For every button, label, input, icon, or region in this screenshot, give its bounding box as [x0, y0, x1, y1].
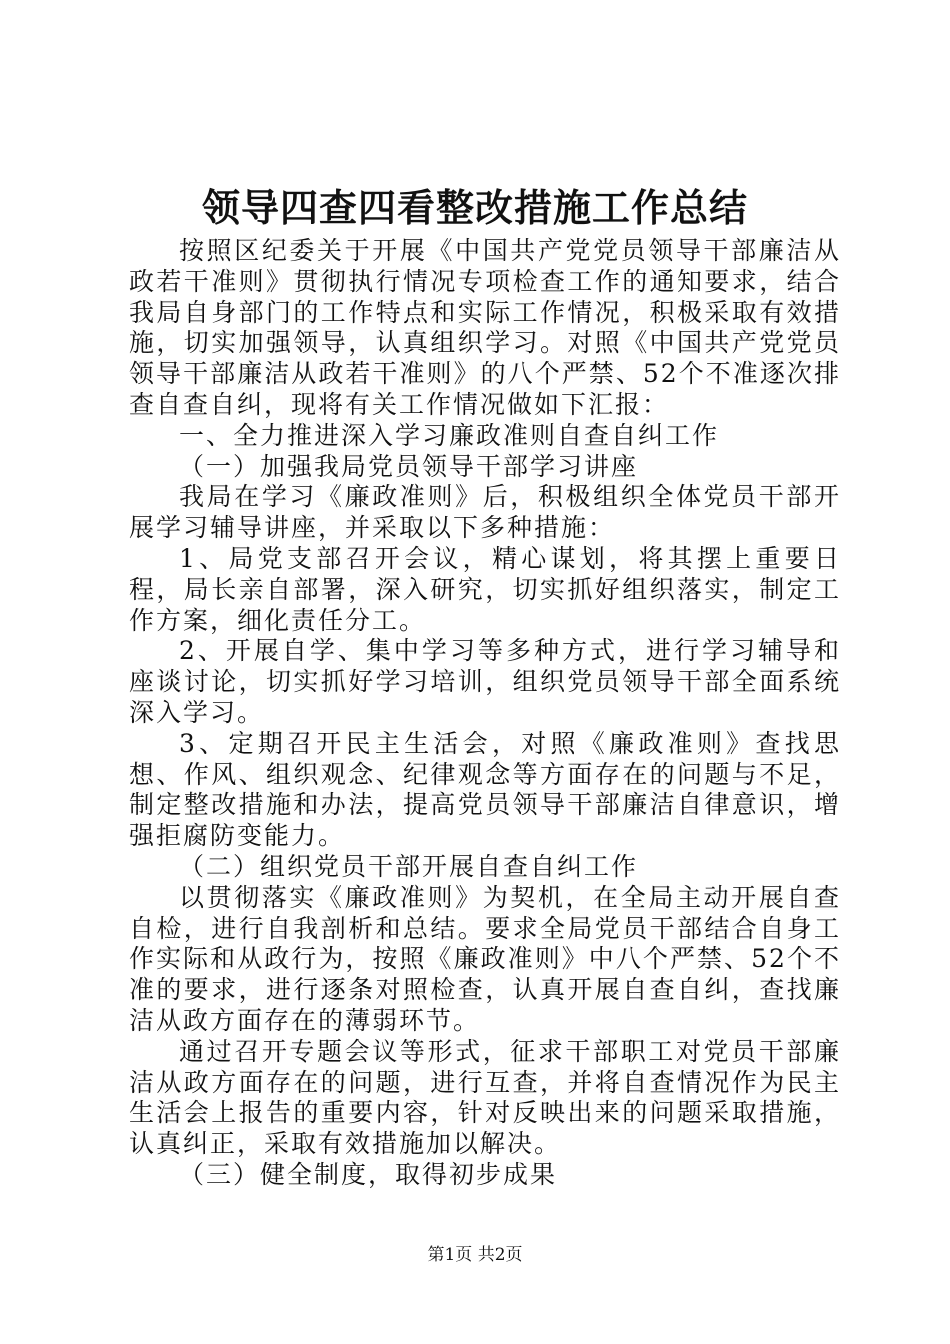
paragraph-self-check: 以贯彻落实《廉政准则》为契机，在全局主动开展自查自检，进行自我剖析和总结。要求全局党员干部结合自身工作实际和从政行为，按照《廉政准则》中八个严禁、52个不准的要求，进行逐条对照检查，认真开展自查自纠，查找廉洁从政方面存在的薄弱环节。 — [129, 882, 841, 1035]
paragraph-meetings: 通过召开专题会议等形式，征求干部职工对党员干部廉洁从政方面存在的问题，进行互查，并将自查情况作为民主生活会上报告的重要内容，针对反映出来的问题采取措施，认真纠正，采取有效措施加以解决。 — [129, 1036, 841, 1159]
list-item-3: 3、定期召开民主生活会，对照《廉政准则》查找思想、作风、组织观念、纪律观念等方面存在的问题与不足，制定整改措施和办法，提高党员领导干部廉洁自律意识，增强拒腐防变能力。 — [129, 728, 841, 851]
section-heading-1: 一、全力推进深入学习廉政准则自查自纠工作 — [179, 420, 720, 450]
paragraph-study: 我局在学习《廉政准则》后，积极组织全体党员干部开展学习辅导讲座，并采取以下多种措施： — [129, 482, 841, 543]
document-title: 领导四查四看整改措施工作总结 — [201, 185, 748, 230]
subsection-heading-2: （二）组织党员干部开展自查自纠工作 — [179, 851, 639, 881]
subsection-heading-1: （一）加强我局党员领导干部学习讲座 — [179, 451, 639, 481]
list-item-2: 2、开展自学、集中学习等多种方式，进行学习辅导和座谈讨论，切实抓好学习培训，组织党员领导干部全面系统深入学习。 — [129, 636, 841, 727]
paragraph-intro: 按照区纪委关于开展《中国共产党党员领导干部廉洁从政若干准则》贯彻执行情况专项检查工作的通知要求，结合我局自身部门的工作特点和实际工作情况，积极采取有效措施，切实加强领导，认真组织学习。对照《中国共产党党员领导干部廉洁从政若干准则》的八个严禁、52个不准逐次排查自查自纠，现将有关工作情况做如下汇报： — [129, 236, 841, 419]
list-item-1: 1、局党支部召开会议，精心谋划，将其摆上重要日程，局长亲自部署，深入研究，切实抓好组织落实，制定工作方案，细化责任分工。 — [129, 543, 841, 635]
page-footer: 第1页 共2页 — [427, 1245, 523, 1265]
subsection-heading-3: （三）健全制度，取得初步成果 — [179, 1159, 558, 1189]
document-body — [129, 236, 841, 1191]
